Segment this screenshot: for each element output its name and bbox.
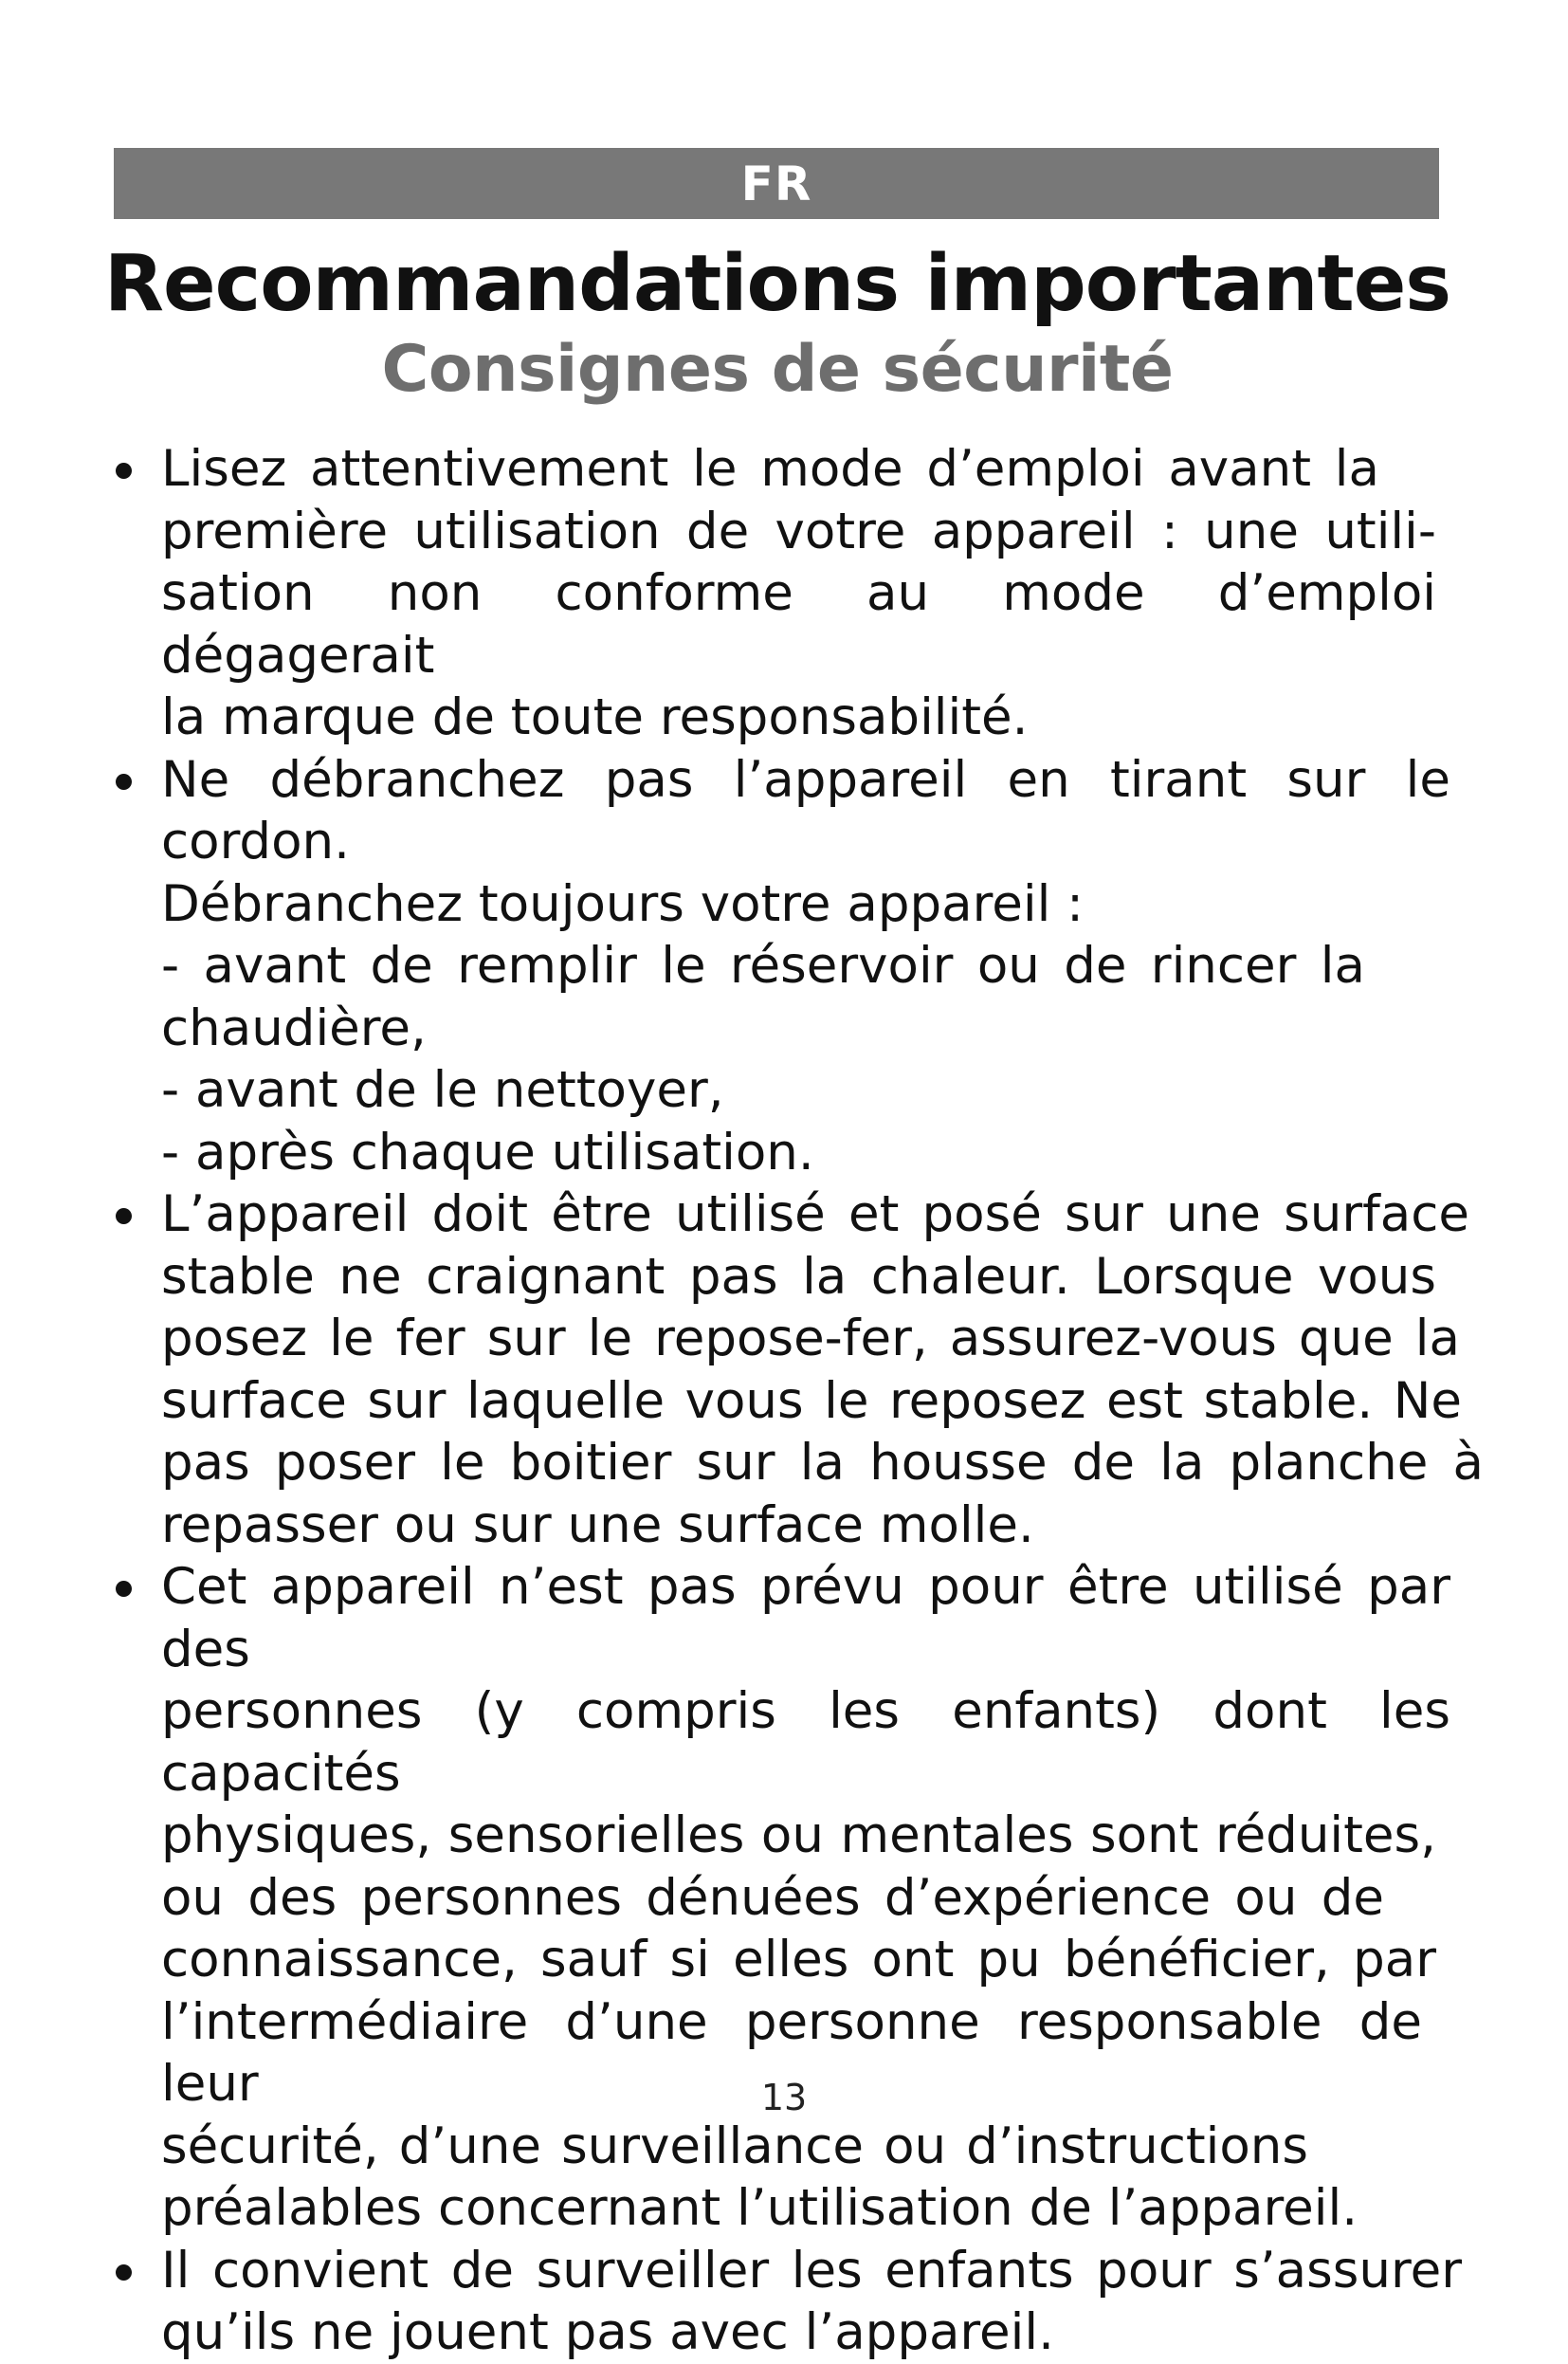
bullet-icon (116, 2264, 132, 2281)
page-title: Recommandations importantes (103, 239, 1451, 329)
item-line: première utilisation de votre appareil : une utili- (161, 502, 1436, 560)
item-line: repasser ou sur une surface molle. (161, 1495, 1034, 1554)
item-line: Cet appareil n’est pas prévu pour être utilisé par des (161, 1558, 1450, 1678)
item-line: connaissance, sauf si elles ont pu bénéficier, par (161, 1931, 1436, 1988)
item-line: la marque de toute responsabilité. (161, 688, 1029, 746)
item-line: Débranchez toujours votre appareil : (161, 874, 1084, 933)
item-line: surface sur laquelle vous le reposez est stable. Ne (161, 1371, 1462, 1430)
page-subtitle: Consignes de sécurité (381, 332, 1174, 407)
bullet-icon (116, 1581, 132, 1597)
item-subline: chaudière, (161, 999, 427, 1057)
item-line: qu’ils ne jouent pas avec l’appareil. (161, 2303, 1054, 2361)
item-subline: - avant de remplir le réservoir ou de rincer la (161, 937, 1365, 995)
item-subline: - après chaque utilisation. (161, 1123, 814, 1182)
item-line: posez le fer sur le repose-fer, assurez-vous que la (161, 1310, 1460, 1367)
list-item (114, 1183, 1498, 1556)
item-line: Ne débranchez pas l’appareil en tirant sur le cordon. (161, 750, 1450, 870)
item-line: personnes (y compris les enfants) dont les capacités (161, 1682, 1450, 1803)
bullet-icon (116, 1208, 132, 1224)
bullet-icon (116, 774, 132, 790)
item-line: préalables concernant l’utilisation de l’appareil. (161, 2179, 1358, 2237)
list-item (114, 749, 1498, 1184)
item-line: stable ne craignant pas la chaleur. Lorsque vous (161, 1247, 1436, 1306)
list-item (114, 438, 1498, 749)
item-subline: - avant de le nettoyer, (161, 1061, 724, 1119)
list-item (114, 2240, 1498, 2364)
item-line: sécurité, d’une surveillance ou d’instructions (161, 2117, 1308, 2175)
bullet-icon (116, 463, 132, 479)
list-item (114, 1556, 1498, 2240)
item-line: physiques, sensorielles ou mentales sont réduites, (161, 1806, 1436, 1864)
item-line: L’appareil doit être utilisé et posé sur une surface (161, 1185, 1469, 1243)
safety-instructions-list (114, 438, 1498, 2364)
language-label: FR (740, 156, 812, 211)
item-line: ou des personnes dénuées d’expérience ou de (161, 1868, 1384, 1927)
language-banner (114, 148, 1439, 219)
item-line: Lisez attentivement le mode d’emploi avant la (161, 440, 1379, 498)
item-line: sation non conforme au mode d’emploi dégagerait (161, 564, 1436, 685)
item-line: Il convient de surveiller les enfants pour s’assurer (161, 2241, 1462, 2300)
item-line: l’intermédiaire d’une personne responsable de leur (161, 1992, 1422, 2113)
item-line: pas poser le boitier sur la housse de la planche à (161, 1434, 1484, 1492)
page-number: 13 (760, 2077, 808, 2118)
